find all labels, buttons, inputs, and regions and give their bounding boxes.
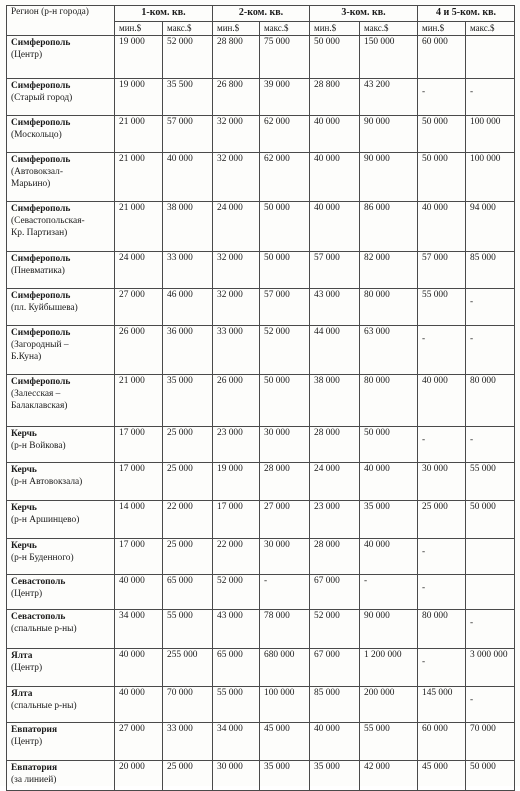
min-price-cell: 35 000: [310, 761, 360, 791]
min-price-cell: 40 000: [310, 202, 360, 252]
max-price-cell: 82 000: [360, 252, 418, 289]
table-row: [7, 116, 515, 153]
city-name: Симферополь: [11, 291, 71, 301]
min-price-cell: 24 000: [213, 202, 260, 252]
max-price-cell: 90 000: [360, 610, 418, 649]
table-row: [7, 289, 515, 326]
max-price-cell: 33 000: [163, 723, 213, 761]
min-price-cell: 26 000: [115, 326, 163, 375]
city-name: Керчь: [11, 541, 37, 551]
district-name: (р-н Буденного): [11, 553, 74, 563]
header-row-groups: [7, 6, 515, 22]
city-name: Симферополь: [11, 328, 71, 338]
min-price-cell: 40 000: [115, 687, 163, 723]
group-header-1room: 1-ком. кв.: [115, 6, 213, 22]
min-price-cell: 19 000: [213, 463, 260, 501]
min-price-cell: 52 000: [213, 575, 260, 610]
group-header-2room: 2-ком. кв.: [213, 6, 310, 22]
city-name: Симферополь: [11, 204, 71, 214]
max-price-cell: 45 000: [260, 723, 310, 761]
city-name: Ялта: [11, 689, 33, 699]
min-price-cell: 22 000: [213, 539, 260, 575]
max-price-cell: 57 000: [260, 289, 310, 326]
max-price-cell: 35 000: [163, 375, 213, 427]
min-price-cell: 40 000: [115, 649, 163, 687]
region-cell: [7, 761, 115, 791]
region-cell: [7, 326, 115, 375]
max-price-cell: 85 000: [466, 252, 515, 289]
district-name: (Центр): [11, 663, 43, 673]
min-price-cell: 26 800: [213, 79, 260, 116]
group-header-4-5room: 4 и 5-ком. кв.: [418, 6, 515, 22]
region-cell: [7, 153, 115, 202]
max-price-cell: 50 000: [466, 761, 515, 791]
max-price-cell: 38 000: [163, 202, 213, 252]
max-price-cell: 90 000: [360, 116, 418, 153]
min-header: мин.$: [115, 22, 163, 36]
price-table: [6, 5, 515, 791]
district-name: (Центр): [11, 737, 43, 747]
max-price-cell: 25 000: [163, 539, 213, 575]
max-price-cell: 80 000: [466, 375, 515, 427]
max-price-cell: 200 000: [360, 687, 418, 723]
district-name: (р-н Автовокзала): [11, 477, 83, 487]
min-price-cell: 32 000: [213, 153, 260, 202]
max-price-cell: 3 000 000: [466, 649, 515, 687]
district-name: (пл. Куйбышева): [11, 303, 78, 313]
district-name: (р-н Аршинцево): [11, 515, 80, 525]
max-price-cell: 55 000: [360, 723, 418, 761]
table-row: [7, 153, 515, 202]
min-price-cell: 67 000: [310, 649, 360, 687]
region-cell: [7, 289, 115, 326]
min-price-cell: 19 000: [115, 36, 163, 79]
city-name: Симферополь: [11, 377, 71, 387]
max-price-cell: 27 000: [260, 501, 310, 539]
district-name: (Центр): [11, 589, 43, 599]
min-price-cell: 32 000: [213, 289, 260, 326]
region-cell: [7, 539, 115, 575]
min-price-cell: 26 000: [213, 375, 260, 427]
max-header: макс.$: [466, 22, 515, 36]
group-header-3room: 3-ком. кв.: [310, 6, 418, 22]
max-price-cell: 35 000: [360, 501, 418, 539]
max-price-cell: 42 000: [360, 761, 418, 791]
max-price-cell: 50 000: [360, 427, 418, 463]
max-price-cell: 25 000: [163, 463, 213, 501]
district-name: (Москольцо): [11, 130, 62, 140]
region-cell: [7, 610, 115, 649]
max-price-cell: 33 000: [163, 252, 213, 289]
max-price-cell: 50 000: [260, 375, 310, 427]
city-name: Симферополь: [11, 254, 71, 264]
min-price-cell: 32 000: [213, 252, 260, 289]
min-price-cell: -: [418, 326, 466, 375]
max-price-cell: 62 000: [260, 153, 310, 202]
max-price-cell: -: [466, 687, 515, 723]
min-price-cell: 30 000: [213, 761, 260, 791]
city-name: Керчь: [11, 503, 37, 513]
max-price-cell: 150 000: [360, 36, 418, 79]
table-row: [7, 539, 515, 575]
min-price-cell: 34 000: [213, 723, 260, 761]
max-price-cell: 70 000: [466, 723, 515, 761]
max-price-cell: 35 000: [260, 761, 310, 791]
min-price-cell: 40 000: [418, 202, 466, 252]
max-price-cell: -: [466, 326, 515, 375]
table-row: [7, 463, 515, 501]
min-price-cell: -: [418, 79, 466, 116]
region-cell: [7, 79, 115, 116]
max-price-cell: 1 200 000: [360, 649, 418, 687]
max-price-cell: 55 000: [466, 463, 515, 501]
min-price-cell: 17 000: [213, 501, 260, 539]
max-price-cell: 78 000: [260, 610, 310, 649]
min-price-cell: 21 000: [115, 375, 163, 427]
max-price-cell: 36 000: [163, 326, 213, 375]
table-row: [7, 761, 515, 791]
table-row: [7, 375, 515, 427]
max-price-cell: 40 000: [360, 539, 418, 575]
district-name: (Пневматика): [11, 266, 65, 276]
max-price-cell: 50 000: [260, 202, 310, 252]
region-cell: [7, 202, 115, 252]
city-name: Севастополь: [11, 612, 66, 622]
table-row: [7, 36, 515, 79]
max-price-cell: -: [260, 575, 310, 610]
min-price-cell: 23 000: [310, 501, 360, 539]
max-price-cell: 28 000: [260, 463, 310, 501]
min-price-cell: 67 000: [310, 575, 360, 610]
max-price-cell: -: [466, 289, 515, 326]
min-price-cell: 28 000: [310, 539, 360, 575]
max-price-cell: 57 000: [163, 116, 213, 153]
max-price-cell: 50 000: [466, 501, 515, 539]
min-price-cell: 57 000: [310, 252, 360, 289]
city-name: Симферополь: [11, 155, 71, 165]
min-price-cell: 27 000: [115, 289, 163, 326]
max-price-cell: 25 000: [163, 427, 213, 463]
max-price-cell: 35 500: [163, 79, 213, 116]
city-name: Керчь: [11, 429, 37, 439]
min-price-cell: 40 000: [310, 153, 360, 202]
min-price-cell: 40 000: [418, 375, 466, 427]
max-price-cell: 63 000: [360, 326, 418, 375]
max-price-cell: 46 000: [163, 289, 213, 326]
table-row: [7, 610, 515, 649]
min-price-cell: 43 000: [310, 289, 360, 326]
min-price-cell: 28 800: [310, 79, 360, 116]
max-price-cell: 40 000: [360, 463, 418, 501]
table-row: [7, 202, 515, 252]
max-price-cell: 52 000: [163, 36, 213, 79]
city-name: Евпатория: [11, 725, 58, 735]
city-name: Севастополь: [11, 577, 66, 587]
max-price-cell: 62 000: [260, 116, 310, 153]
max-price-cell: 52 000: [260, 326, 310, 375]
max-price-cell: 80 000: [360, 289, 418, 326]
min-price-cell: 30 000: [418, 463, 466, 501]
max-header: макс.$: [163, 22, 213, 36]
city-name: Керчь: [11, 465, 37, 475]
max-price-cell: 100 000: [466, 116, 515, 153]
district-name: (Севастопольская- Кр. Партизан): [11, 216, 85, 238]
max-price-cell: 70 000: [163, 687, 213, 723]
table-body: [7, 36, 515, 791]
table-row: [7, 723, 515, 761]
min-price-cell: 40 000: [310, 723, 360, 761]
min-price-cell: 34 000: [115, 610, 163, 649]
min-price-cell: 50 000: [418, 153, 466, 202]
table-row: [7, 649, 515, 687]
min-price-cell: -: [418, 575, 466, 610]
min-price-cell: 45 000: [418, 761, 466, 791]
min-price-cell: 44 000: [310, 326, 360, 375]
max-price-cell: 25 000: [163, 761, 213, 791]
min-price-cell: 55 000: [418, 289, 466, 326]
district-name: (р-н Войкова): [11, 441, 66, 451]
min-price-cell: 21 000: [115, 202, 163, 252]
min-price-cell: 28 800: [213, 36, 260, 79]
region-cell: [7, 501, 115, 539]
table-row: [7, 252, 515, 289]
max-price-cell: [466, 575, 515, 610]
min-price-cell: 25 000: [418, 501, 466, 539]
min-price-cell: 17 000: [115, 463, 163, 501]
min-price-cell: 57 000: [418, 252, 466, 289]
table-row: [7, 575, 515, 610]
region-cell: [7, 575, 115, 610]
district-name: (Центр): [11, 50, 43, 60]
district-name: (спальные р-ны): [11, 701, 77, 711]
max-price-cell: -: [466, 610, 515, 649]
region-cell: [7, 427, 115, 463]
max-price-cell: 43 200: [360, 79, 418, 116]
max-price-cell: 50 000: [260, 252, 310, 289]
table-row: [7, 79, 515, 116]
min-price-cell: 50 000: [310, 36, 360, 79]
min-price-cell: 17 000: [115, 539, 163, 575]
min-price-cell: 50 000: [418, 116, 466, 153]
min-price-cell: 23 000: [213, 427, 260, 463]
min-price-cell: 52 000: [310, 610, 360, 649]
max-price-cell: 75 000: [260, 36, 310, 79]
min-price-cell: 24 000: [115, 252, 163, 289]
max-price-cell: 65 000: [163, 575, 213, 610]
table-row: [7, 427, 515, 463]
min-header: мин.$: [418, 22, 466, 36]
max-price-cell: 255 000: [163, 649, 213, 687]
max-price-cell: 100 000: [260, 687, 310, 723]
min-price-cell: 33 000: [213, 326, 260, 375]
city-name: Симферополь: [11, 38, 71, 48]
max-price-cell: 680 000: [260, 649, 310, 687]
max-price-cell: 100 000: [466, 153, 515, 202]
max-price-cell: -: [466, 427, 515, 463]
max-price-cell: 22 000: [163, 501, 213, 539]
min-price-cell: 55 000: [213, 687, 260, 723]
max-price-cell: 30 000: [260, 539, 310, 575]
city-name: Симферополь: [11, 81, 71, 91]
max-price-cell: [466, 36, 515, 79]
region-cell: [7, 649, 115, 687]
max-header: макс.$: [260, 22, 310, 36]
min-price-cell: 24 000: [310, 463, 360, 501]
max-price-cell: 86 000: [360, 202, 418, 252]
district-name: (спальные р-ны): [11, 624, 77, 634]
min-price-cell: -: [418, 427, 466, 463]
min-price-cell: 21 000: [115, 116, 163, 153]
min-price-cell: -: [418, 649, 466, 687]
max-price-cell: 94 000: [466, 202, 515, 252]
table-row: [7, 326, 515, 375]
min-header: мин.$: [213, 22, 260, 36]
min-price-cell: 19 000: [115, 79, 163, 116]
min-price-cell: 60 000: [418, 723, 466, 761]
region-column-header: Регион (р-н города): [7, 6, 115, 36]
min-header: мин.$: [310, 22, 360, 36]
table-row: [7, 687, 515, 723]
min-price-cell: -: [418, 539, 466, 575]
region-cell: [7, 252, 115, 289]
district-name: (Старый город): [11, 93, 73, 103]
min-price-cell: 85 000: [310, 687, 360, 723]
max-price-cell: 30 000: [260, 427, 310, 463]
min-price-cell: 80 000: [418, 610, 466, 649]
min-price-cell: 27 000: [115, 723, 163, 761]
max-header: макс.$: [360, 22, 418, 36]
max-price-cell: -: [466, 79, 515, 116]
max-price-cell: [466, 539, 515, 575]
city-name: Ялта: [11, 651, 33, 661]
district-name: (Автовокзал- Марьино): [11, 167, 63, 189]
max-price-cell: -: [360, 575, 418, 610]
max-price-cell: 55 000: [163, 610, 213, 649]
city-name: Симферополь: [11, 118, 71, 128]
region-cell: [7, 116, 115, 153]
min-price-cell: 21 000: [115, 153, 163, 202]
table-row: [7, 501, 515, 539]
min-price-cell: 38 000: [310, 375, 360, 427]
min-price-cell: 145 000: [418, 687, 466, 723]
region-cell: [7, 723, 115, 761]
district-name: (за линией): [11, 775, 57, 785]
max-price-cell: 80 000: [360, 375, 418, 427]
max-price-cell: 40 000: [163, 153, 213, 202]
min-price-cell: 17 000: [115, 427, 163, 463]
min-price-cell: 32 000: [213, 116, 260, 153]
region-cell: [7, 687, 115, 723]
max-price-cell: 39 000: [260, 79, 310, 116]
min-price-cell: 28 000: [310, 427, 360, 463]
max-price-cell: 90 000: [360, 153, 418, 202]
min-price-cell: 65 000: [213, 649, 260, 687]
min-price-cell: 20 000: [115, 761, 163, 791]
city-name: Евпатория: [11, 763, 58, 773]
min-price-cell: 14 000: [115, 501, 163, 539]
region-cell: [7, 375, 115, 427]
region-cell: [7, 36, 115, 79]
min-price-cell: 60 000: [418, 36, 466, 79]
min-price-cell: 43 000: [213, 610, 260, 649]
region-cell: [7, 463, 115, 501]
min-price-cell: 40 000: [310, 116, 360, 153]
district-name: (Залесская – Балаклавская): [11, 389, 68, 411]
district-name: (Загородный – Б.Куна): [11, 340, 69, 362]
min-price-cell: 40 000: [115, 575, 163, 610]
